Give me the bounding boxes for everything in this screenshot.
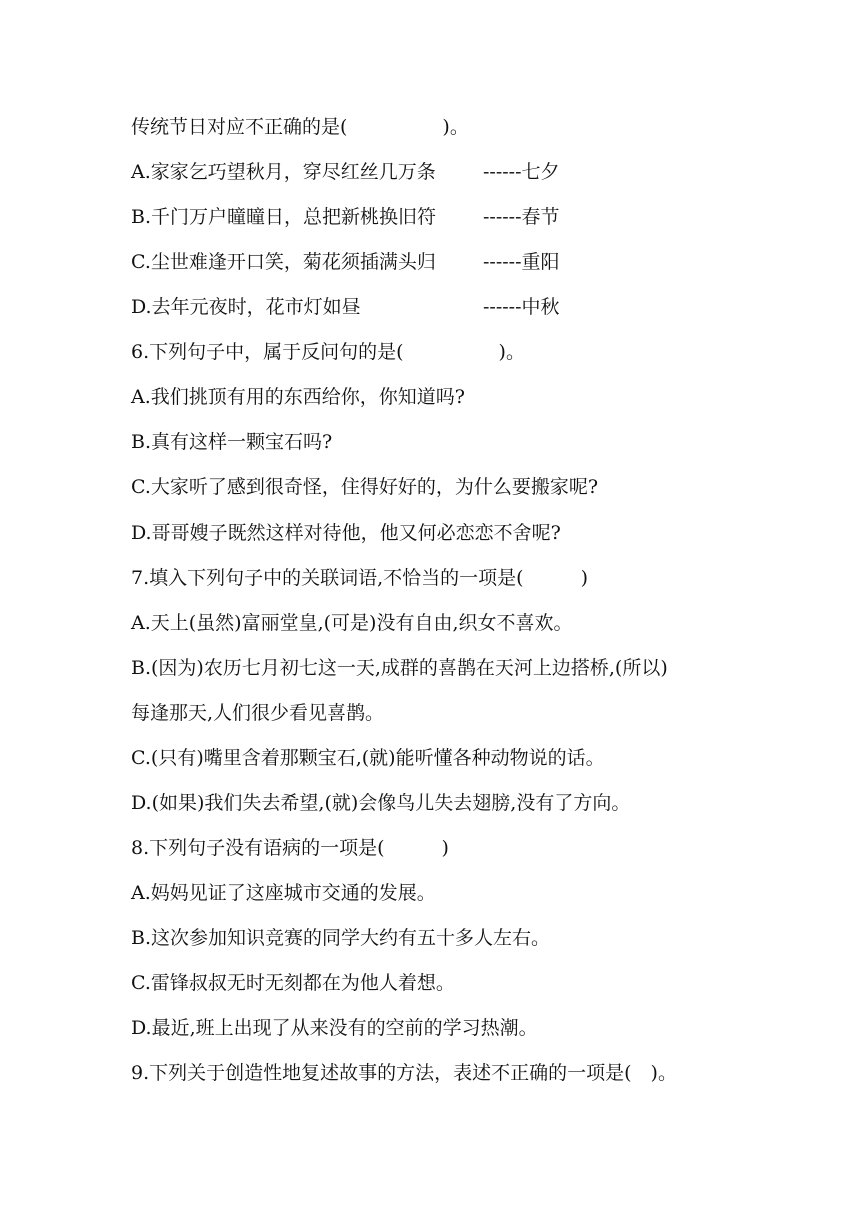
question-8-option-d: D.最近,班上出现了从来没有的空前的学习热潮。 — [131, 1017, 538, 1039]
question-5-option-d — [131, 290, 560, 324]
question-7-option-c: C.(只有)嘴里含着那颗宝石,(就)能听懂各种动物说的话。 — [131, 747, 605, 769]
option-text: D.去年元夜时，花市灯如昼 — [131, 296, 361, 318]
question-8-option-c: C.雷锋叔叔无时无刻都在为他人着想。 — [131, 972, 455, 994]
question-6-option-a: A.我们挑顶有用的东西给你，你知道吗? — [131, 386, 465, 408]
question-7-option-a: A.天上(虽然)富丽堂皇,(可是)没有自由,织女不喜欢。 — [131, 612, 573, 634]
question-9-stem: 9.下列关于创造性地复述故事的方法，表述不正确的一项是( )。 — [131, 1062, 677, 1084]
question-5-option-a — [131, 155, 560, 189]
question-5-option-b — [131, 200, 560, 234]
question-6-option-b: B.真有这样一颗宝石吗? — [131, 431, 333, 453]
question-8-option-a: A.妈妈见证了这座城市交通的发展。 — [131, 882, 436, 904]
question-8-option-b: B.这次参加知识竞赛的同学大约有五十多人左右。 — [131, 927, 551, 949]
option-text: C.尘世难逢开口笑，菊花须插满头归 — [131, 251, 436, 273]
option-festival: ------中秋 — [483, 296, 560, 318]
question-7-option-d: D.(如果)我们失去希望,(就)会像鸟儿失去翅膀,没有了方向。 — [131, 792, 631, 814]
option-festival: ------重阳 — [483, 251, 560, 273]
option-festival: ------七夕 — [483, 161, 560, 183]
question-5-stem-tail — [131, 110, 469, 144]
question-7-option-b-line-2: 每逢那天,人们很少看见喜鹊。 — [131, 702, 385, 724]
question-6-stem: 6.下列句子中，属于反问句的是( )。 — [131, 341, 525, 363]
question-5-option-c — [131, 245, 560, 279]
question-8-stem: 8.下列句子没有语病的一项是( ) — [131, 837, 449, 859]
question-text: 传统节日对应不正确的是( )。 — [131, 116, 469, 138]
question-6-option-c: C.大家听了感到很奇怪，住得好好的，为什么要搬家呢? — [131, 476, 599, 498]
question-7-option-b-line-1: B.(因为)农历七月初七这一天,成群的喜鹊在天河上边搭桥,(所以) — [131, 657, 668, 679]
option-text: A.家家乞巧望秋月，穿尽红丝几万条 — [131, 161, 436, 183]
question-6-option-d: D.哥哥嫂子既然这样对待他，他又何必恋恋不舍呢? — [131, 522, 561, 544]
option-festival: ------春节 — [483, 206, 560, 228]
question-7-stem: 7.填入下列句子中的关联词语,不恰当的一项是( ) — [131, 567, 588, 589]
option-text: B.千门万户曈曈日，总把新桃换旧符 — [131, 206, 437, 228]
